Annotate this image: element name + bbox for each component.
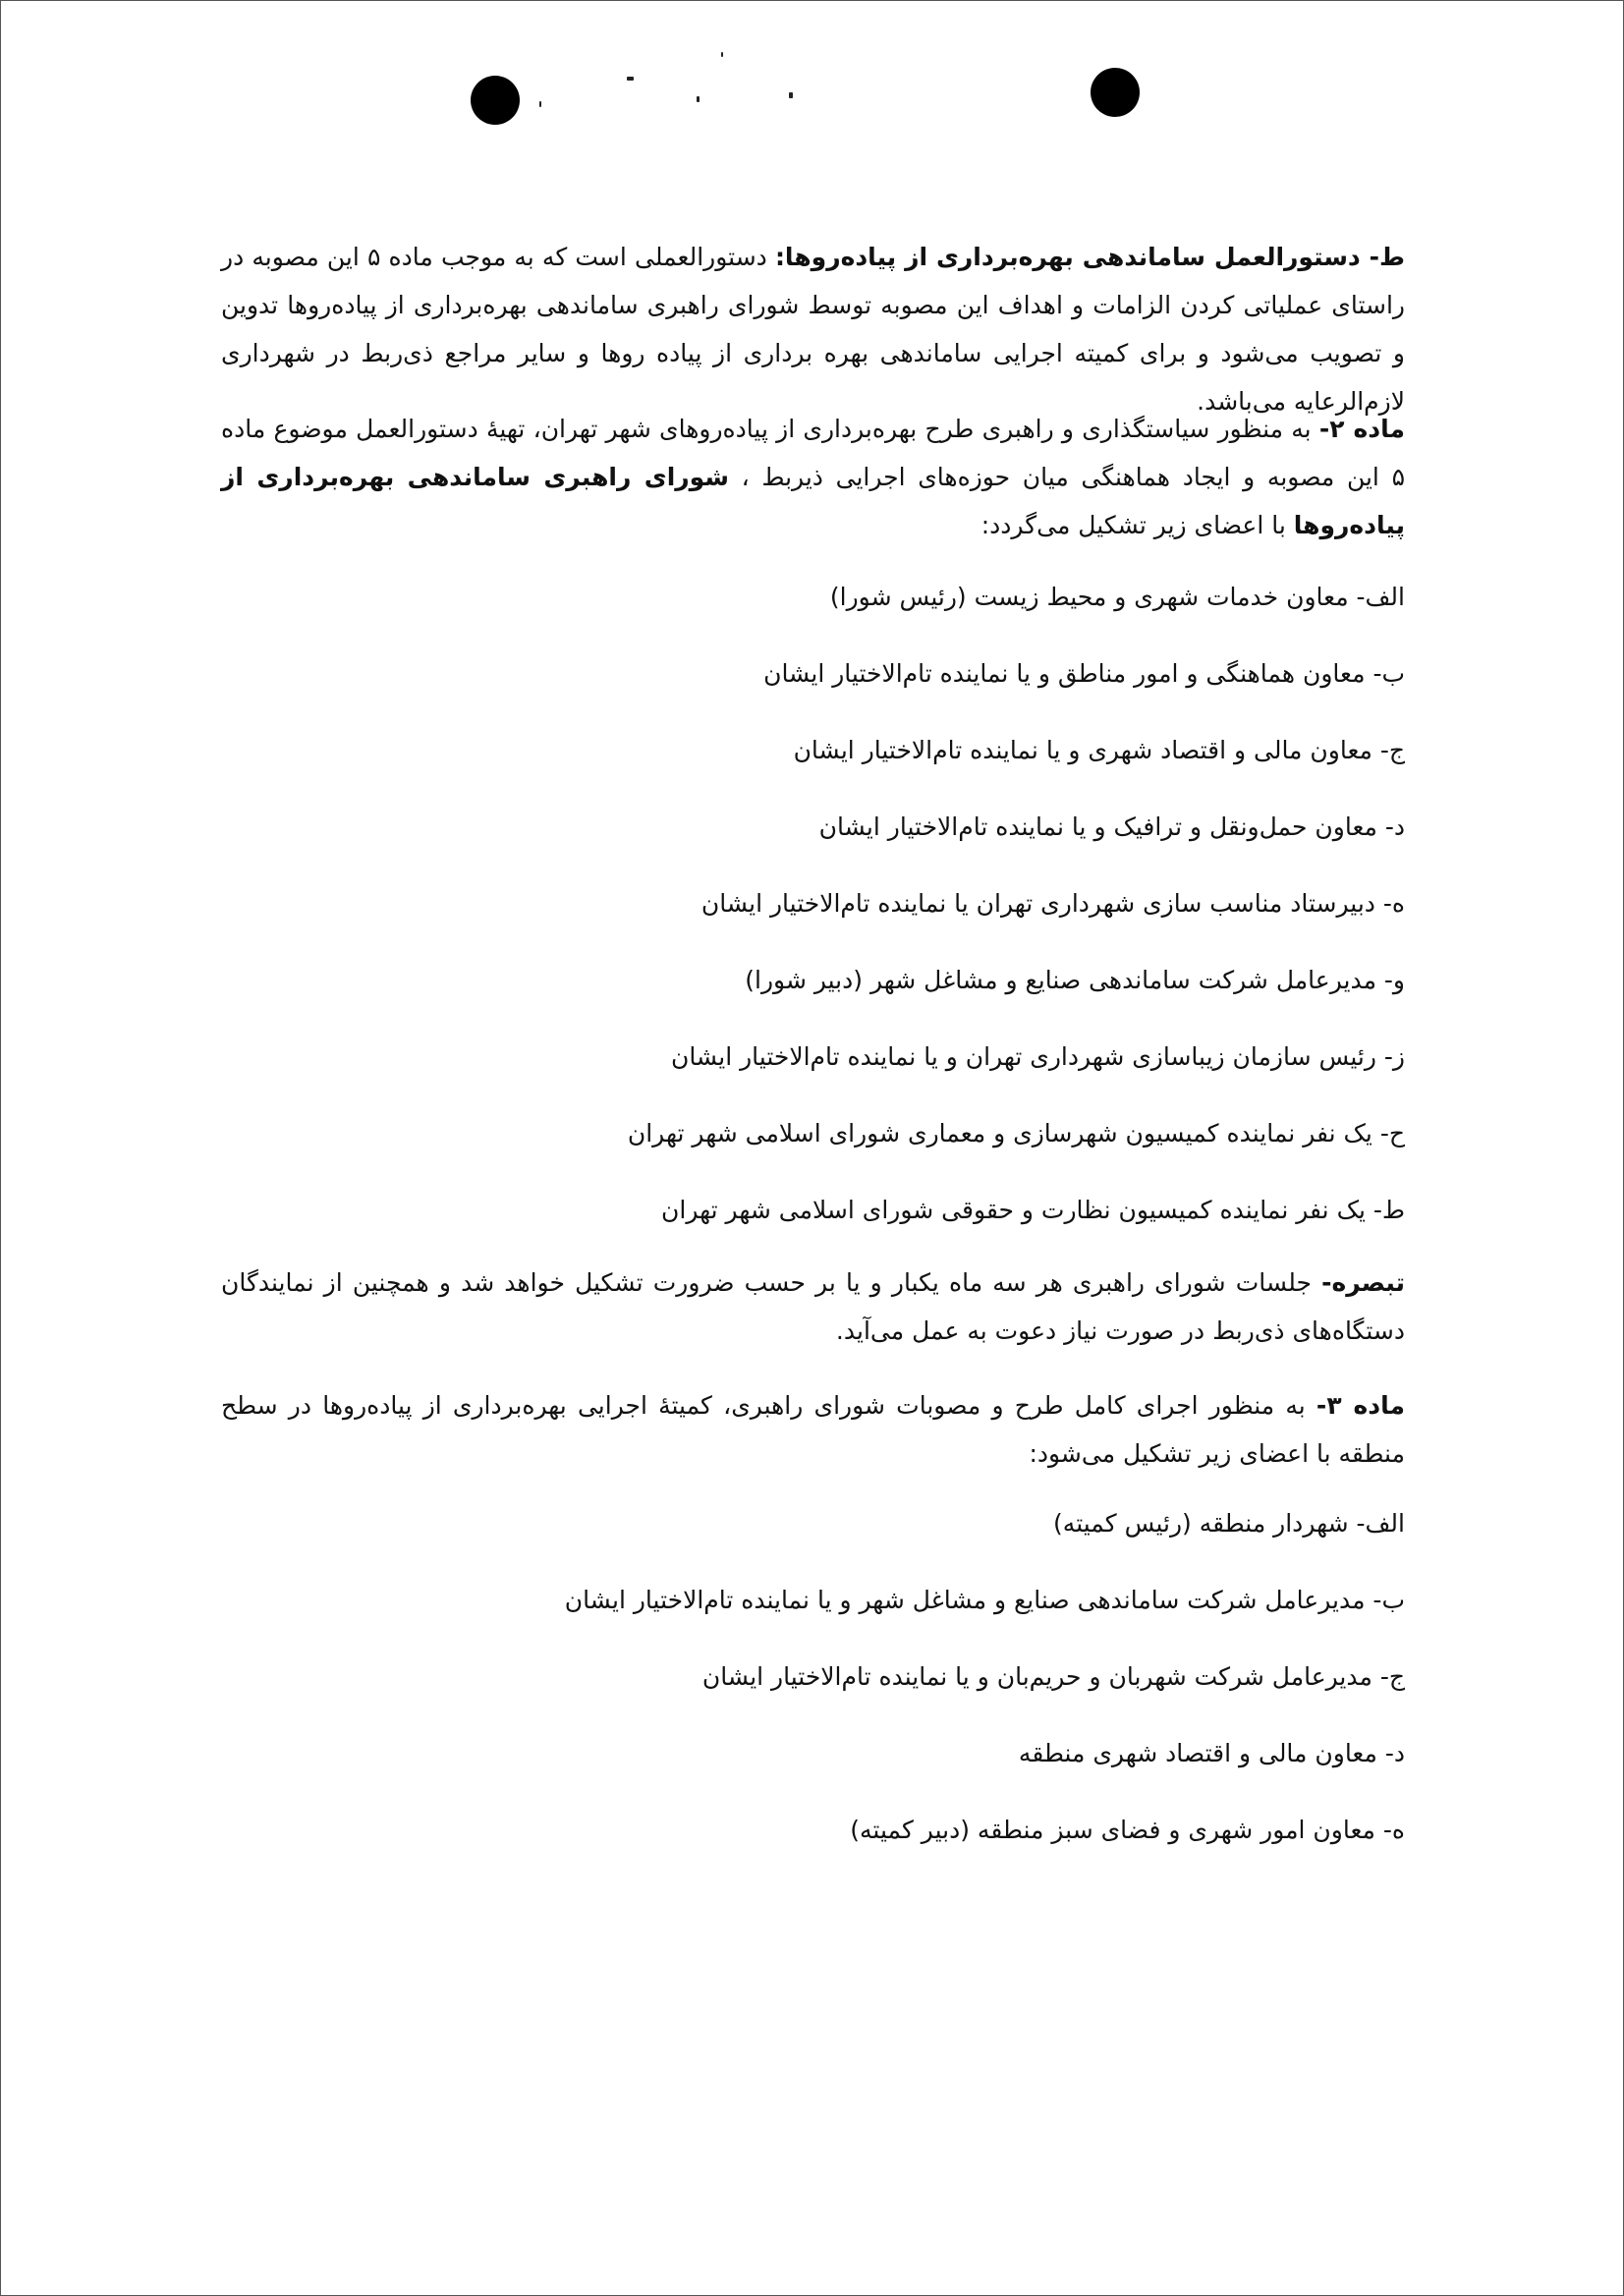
committee-member-item: د- معاون مالی و اقتصاد شهری منطقه [1018, 1739, 1405, 1767]
article-3-heading: ماده ۳- [1316, 1391, 1405, 1420]
note-text: جلسات شورای راهبری هر سه ماه یکبار و یا بر حسب ضرورت تشکیل خواهد شد و همچنین از نمایندگان دستگاه‌های ذی‌ربط در صورت نیاز دعوت به عمل می‌آید. [221, 1268, 1405, 1345]
note-heading: تبصره- [1321, 1268, 1405, 1297]
article-3-paragraph [221, 1381, 1405, 1478]
punch-hole-right [1091, 68, 1140, 117]
council-member-item: ط- یک نفر نماینده کمیسیون نظارت و حقوقی شورای اسلامی شهر تهران [661, 1196, 1405, 1224]
scan-speck [539, 101, 541, 107]
definition-t-text: دستورالعملی است که به موجب ماده ۵ این مصوبه در راستای عملیاتی کردن الزامات و اهداف این مصوبه توسط شورای راهبری ساماندهی بهره‌برداری از پیاده‌روها تدوین و تصویب می‌شود و برای کمیته اجرایی ساماندهی بهره برداری از پیاده روها و سایر مراجع ذی‌ربط در شهرداری لازم‌الرعایه می‌باشد. [221, 243, 1405, 416]
scan-speck [789, 92, 793, 98]
note-paragraph [221, 1259, 1405, 1355]
committee-member-item: ه- معاون امور شهری و فضای سبز منطقه (دبیر کمیته) [850, 1816, 1405, 1844]
scan-speck [697, 96, 700, 102]
committee-member-item: ج- مدیرعامل شرکت شهربان و حریم‌بان و یا نماینده تام‌الاختیار ایشان [701, 1662, 1405, 1691]
council-member-item: ز- رئیس سازمان زیباسازی شهرداری تهران و یا نماینده تام‌الاختیار ایشان [670, 1042, 1405, 1071]
council-member-item: و- مدیرعامل شرکت ساماندهی صنایع و مشاغل شهر (دبیر شورا) [745, 966, 1405, 994]
council-member-item: ه- دبیرستاد مناسب سازی شهرداری تهران یا نماینده تام‌الاختیار ایشان [700, 889, 1405, 918]
steering-council-name: شورای راهبری ساماندهی بهره‌برداری از پیاده‌روها [221, 463, 1405, 539]
article-3-text: به منظور اجرای کامل طرح و مصوبات شورای راهبری، کمیتهٔ اجرایی بهره‌برداری از پیاده‌روها در سطح منطقه با اعضای زیر تشکیل می‌شود: [221, 1391, 1405, 1468]
council-member-item: ح- یک نفر نماینده کمیسیون شهرسازی و معماری شورای اسلامی شهر تهران [627, 1119, 1405, 1148]
scan-speck [721, 52, 723, 57]
definition-t-title: ط- دستورالعمل ساماندهی بهره‌برداری از پیاده‌روها: [774, 243, 1405, 271]
definition-t-paragraph [221, 233, 1405, 425]
committee-member-item: ب- مدیرعامل شرکت ساماندهی صنایع و مشاغل شهر و یا نماینده تام‌الاختیار ایشان [564, 1586, 1405, 1614]
council-member-item: ب- معاون هماهنگی و امور مناطق و یا نماینده تام‌الاختیار ایشان [763, 659, 1405, 688]
council-member-item: د- معاون حمل‌ونقل و ترافیک و یا نماینده تام‌الاختیار ایشان [818, 812, 1405, 841]
council-member-item: الف- معاون خدمات شهری و محیط زیست (رئیس شورا) [829, 583, 1405, 611]
article-2-text-part1: به منظور سیاستگذاری و راهبری طرح بهره‌برداری از پیاده‌روهای شهر تهران، تهیهٔ دستورالعمل موضوع ماده ۵ این مصوبه و ایجاد هماهنگی میان حوزه‌های اجرایی ذیربط ، [221, 415, 1405, 491]
committee-member-item: الف- شهردار منطقه (رئیس کمیته) [1053, 1509, 1405, 1538]
article-2-text-part2: با اعضای زیر تشکیل می‌گردد: [980, 511, 1294, 539]
scan-speck [627, 77, 634, 81]
council-member-item: ج- معاون مالی و اقتصاد شهری و یا نماینده تام‌الاختیار ایشان [793, 736, 1405, 764]
article-2-heading: ماده ۲- [1318, 415, 1405, 443]
article-2-paragraph [221, 405, 1405, 549]
punch-hole-left [471, 76, 520, 125]
